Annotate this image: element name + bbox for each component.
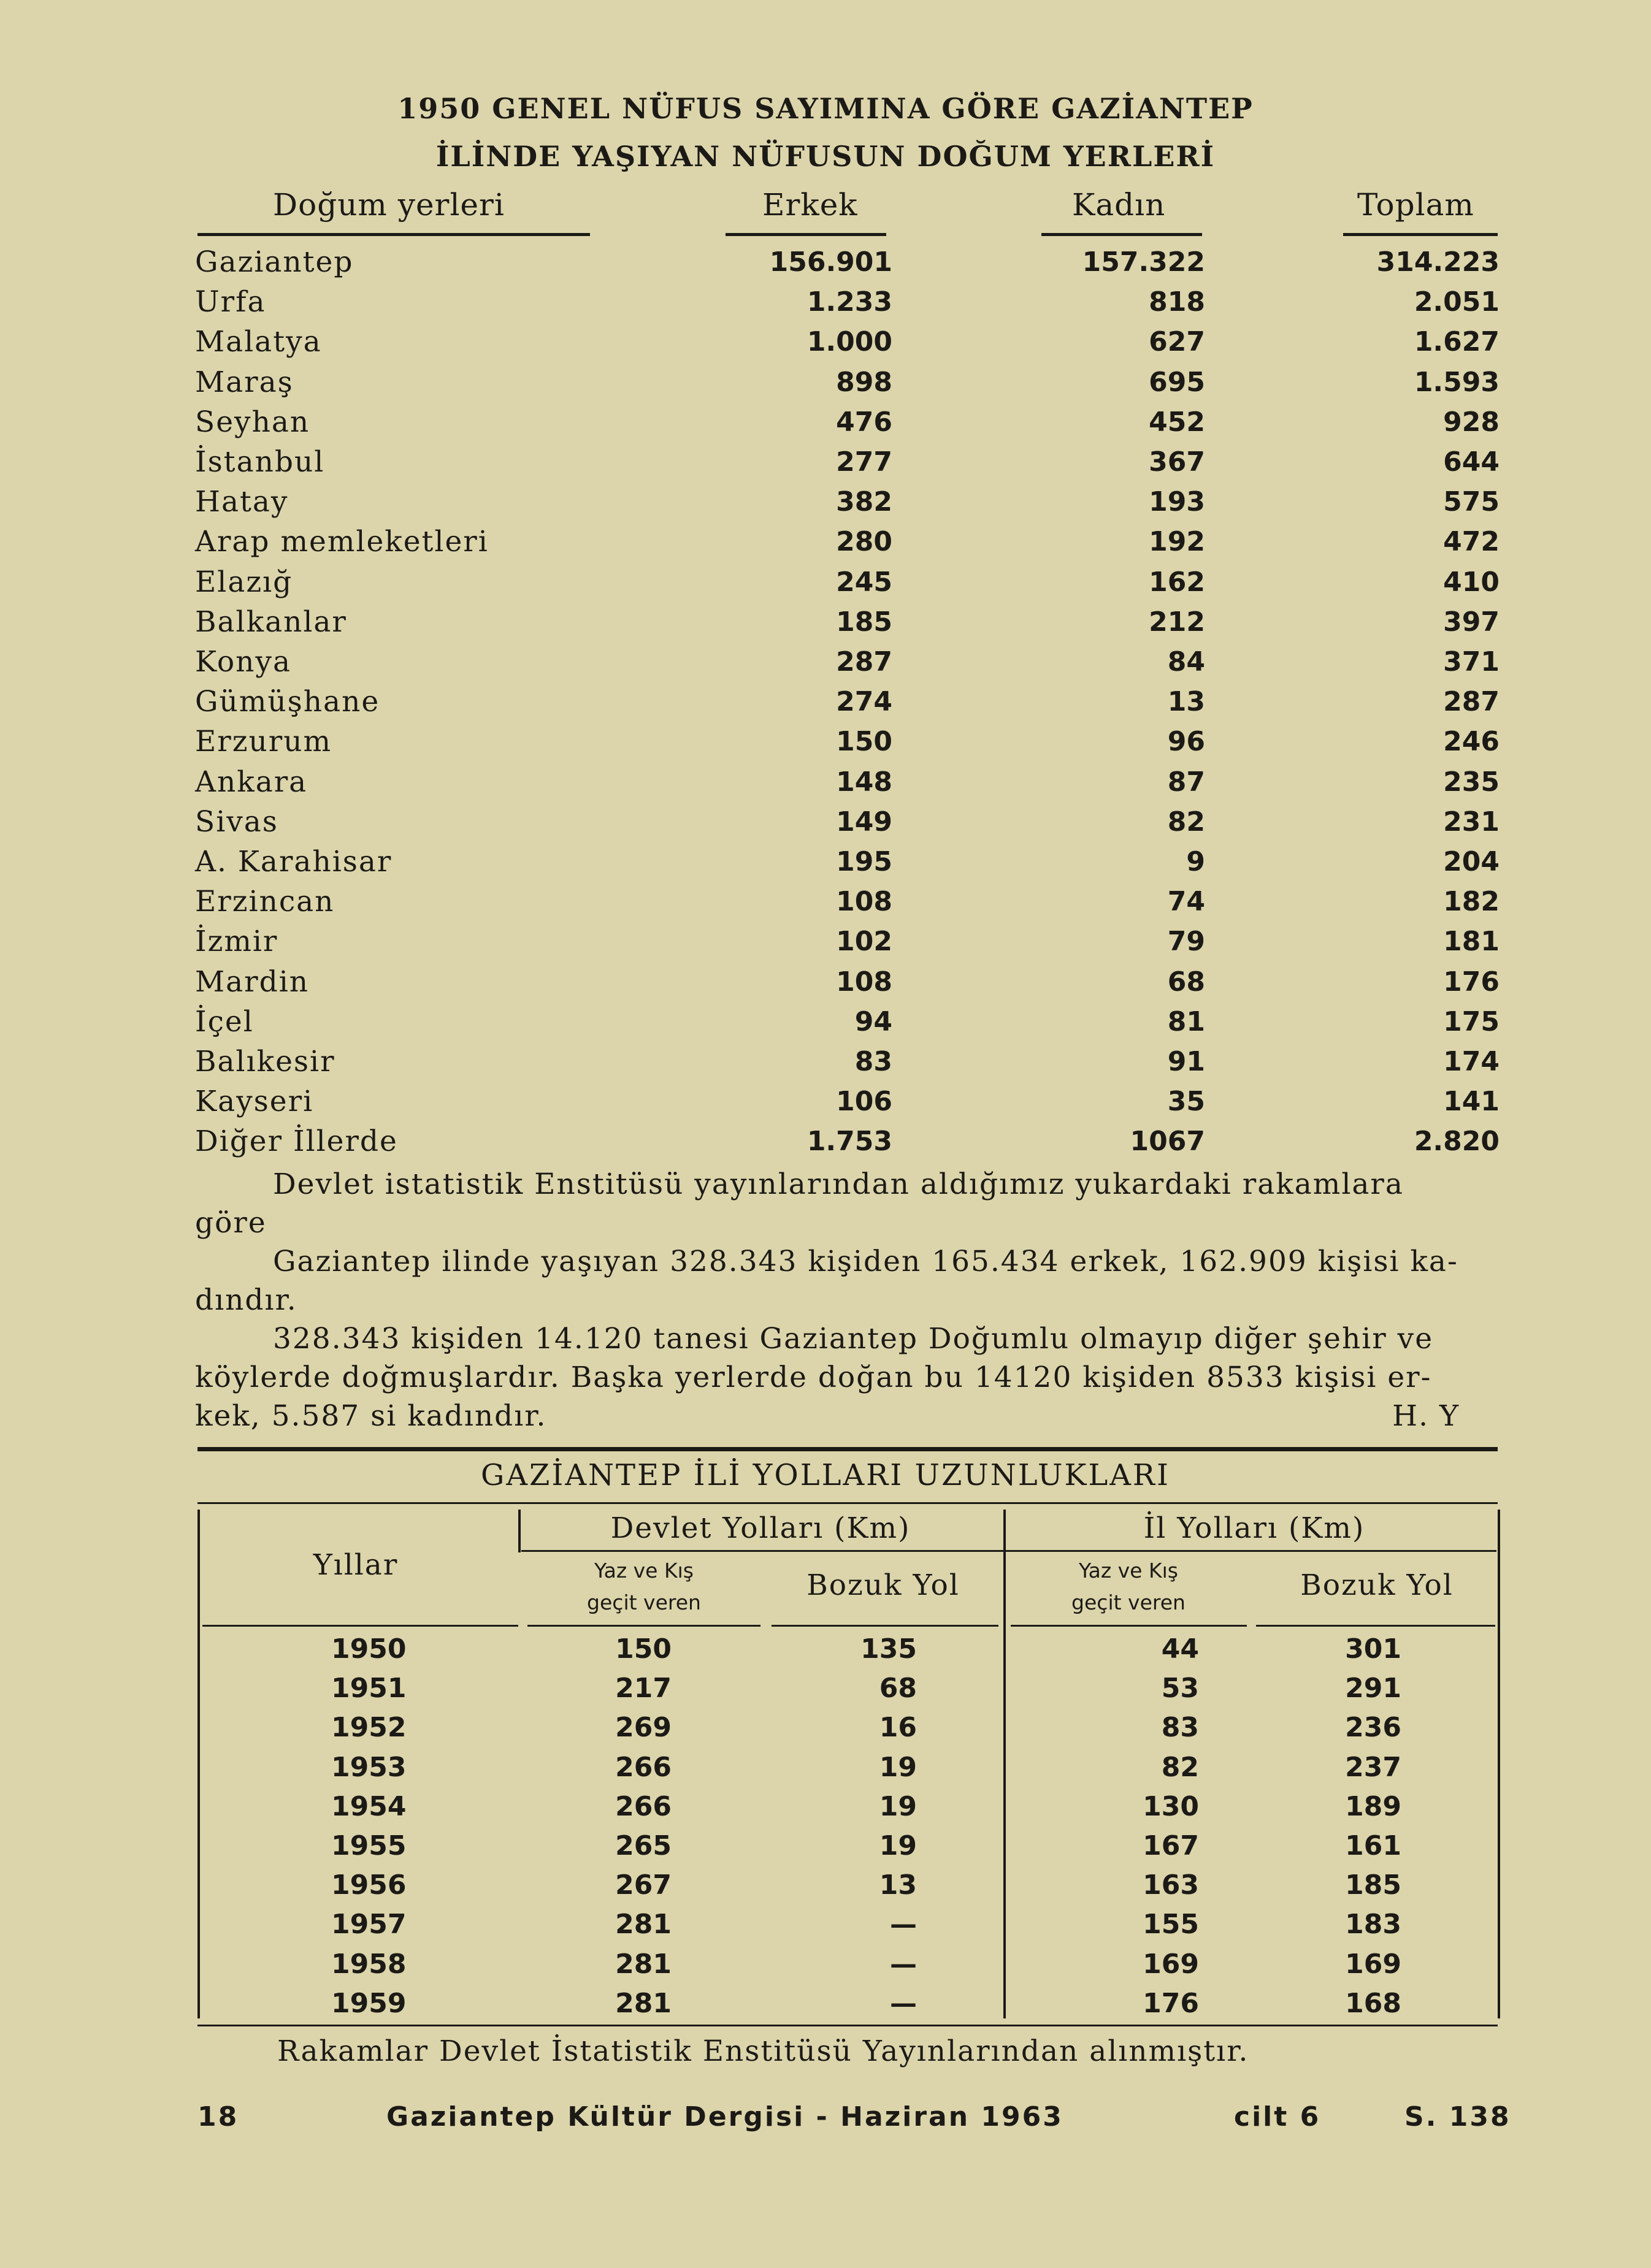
place-name: Erzincan (195, 885, 335, 919)
group-underline (521, 1550, 1496, 1552)
il-yaz-value: 169 (1143, 1948, 1199, 1980)
devlet-bozuk-value: 19 (879, 1751, 917, 1783)
year-cell: 1955 (331, 1830, 407, 1861)
toplam-value: 928 (1443, 406, 1500, 438)
table-row (0, 482, 1651, 522)
table-row (0, 1787, 1651, 1827)
table-row (0, 1708, 1651, 1747)
il-yaz-value: 163 (1143, 1869, 1199, 1901)
table-row (0, 242, 1651, 282)
table-border-bottom (197, 2025, 1498, 2026)
table-row (0, 762, 1651, 802)
table-row (0, 322, 1651, 362)
note-line: köylerde doğmuşlardır. Başka yerlerde doğan bu 14120 kişiden 8533 kişisi er- (195, 1361, 1432, 1394)
table-row (0, 1866, 1651, 1905)
erkek-value: 476 (836, 406, 892, 438)
table-row (0, 842, 1651, 882)
erkek-value: 1.000 (806, 326, 892, 358)
erkek-value: 102 (836, 926, 892, 958)
note-line: kek, 5.587 si kadındır. (195, 1399, 547, 1433)
table-row (0, 1630, 1651, 1669)
toplam-value: 2.051 (1414, 286, 1500, 318)
il-bozuk-value: 169 (1345, 1948, 1401, 1980)
table-row (0, 1669, 1651, 1708)
column-divider (518, 1510, 521, 1552)
issue-number: S. 138 (1404, 2101, 1511, 2132)
devlet-bozuk-value: 135 (860, 1633, 917, 1665)
il-bozuk-value: 189 (1345, 1790, 1401, 1822)
erkek-value: 274 (836, 686, 892, 718)
il-yaz-value: 44 (1161, 1633, 1199, 1665)
erkek-value: 898 (836, 366, 892, 398)
year-cell: 1958 (331, 1948, 407, 1980)
page-number: 18 (197, 2101, 239, 2132)
year-cell: 1952 (331, 1712, 407, 1744)
place-name: Malatya (195, 325, 322, 359)
place-name: Erzurum (195, 725, 332, 759)
il-yaz-value: 155 (1143, 1909, 1199, 1941)
devlet-yaz-value: 150 (615, 1633, 672, 1665)
table-row (0, 1905, 1651, 1944)
subheader-underline (527, 1625, 760, 1627)
devlet-bozuk-value: 19 (879, 1830, 917, 1861)
devlet-yaz-value: 281 (615, 1948, 672, 1980)
toplam-value: 235 (1443, 766, 1500, 798)
kadin-value: 96 (1167, 726, 1205, 758)
toplam-value: 175 (1443, 1006, 1500, 1037)
kadin-value: 192 (1149, 526, 1205, 558)
header-sub-line: geçit veren (1071, 1590, 1186, 1614)
il-bozuk-value: 301 (1345, 1633, 1401, 1665)
devlet-bozuk-value: — (890, 1909, 917, 1941)
toplam-value: 246 (1443, 726, 1500, 758)
erkek-value: 149 (836, 806, 892, 838)
kadin-value: 35 (1167, 1086, 1205, 1118)
table-row (0, 362, 1651, 402)
erkek-value: 277 (836, 446, 892, 478)
devlet-yaz-value: 281 (615, 1987, 672, 2019)
il-bozuk-value: 185 (1345, 1869, 1401, 1901)
devlet-bozuk-value: — (890, 1948, 917, 1980)
devlet-yaz-value: 281 (615, 1909, 672, 1941)
header-dogum-yerleri: Doğum yerleri (273, 187, 505, 223)
toplam-value: 287 (1443, 686, 1500, 718)
header-sub-line: Yaz ve Kış (594, 1559, 694, 1583)
erkek-value: 287 (836, 646, 892, 678)
kadin-value: 84 (1167, 646, 1205, 678)
toplam-value: 174 (1443, 1046, 1500, 1077)
place-name: Mardin (195, 964, 310, 999)
place-name: Urfa (195, 285, 266, 319)
place-name: Balkanlar (195, 605, 347, 639)
il-bozuk-value: 161 (1345, 1830, 1401, 1861)
table-row (0, 1002, 1651, 1042)
year-cell: 1959 (331, 1987, 407, 2019)
year-cell: 1951 (331, 1673, 407, 1705)
erkek-value: 106 (836, 1086, 892, 1118)
kadin-value: 157.322 (1082, 246, 1205, 278)
place-name: Gaziantep (195, 245, 354, 279)
erkek-value: 245 (836, 566, 892, 598)
place-name: Kayseri (195, 1085, 314, 1119)
place-name: Balıkesir (195, 1045, 335, 1079)
table-row (0, 922, 1651, 961)
header-sub-line: Yaz ve Kış (1079, 1559, 1178, 1583)
subheader-underline (202, 1625, 518, 1627)
table-row (0, 282, 1651, 322)
kadin-value: 9 (1186, 846, 1205, 877)
year-cell: 1953 (331, 1751, 407, 1783)
il-bozuk-value: 237 (1345, 1751, 1401, 1783)
il-yaz-value: 83 (1161, 1712, 1199, 1744)
header-underline (726, 233, 886, 236)
erkek-value: 1.233 (806, 286, 892, 318)
table-row (0, 402, 1651, 442)
devlet-yaz-value: 266 (615, 1751, 672, 1783)
il-bozuk-value: 291 (1345, 1673, 1401, 1705)
note-line: Devlet istatistik Enstitüsü yayınlarından aldığımız yukardaki rakamlara (273, 1167, 1404, 1201)
place-name: Sivas (195, 804, 278, 839)
source-note: Rakamlar Devlet İstatistik Enstitüsü Yayınlarından alınmıştır. (277, 2034, 1249, 2068)
subheader-underline (1256, 1625, 1495, 1627)
header-underline (1343, 233, 1498, 236)
volume: cilt 6 (1234, 2101, 1321, 2132)
table-row (0, 1984, 1651, 2023)
note-line: Gaziantep ilinde yaşıyan 328.343 kişiden 165.434 erkek, 162.909 kişisi ka- (273, 1245, 1458, 1278)
kadin-value: 79 (1167, 926, 1205, 958)
devlet-yaz-value: 267 (615, 1869, 672, 1901)
roads-table-title: GAZİANTEP İLİ YOLLARI UZUNLUKLARI (481, 1458, 1170, 1492)
year-cell: 1954 (331, 1790, 407, 1822)
kadin-value: 627 (1149, 326, 1205, 358)
toplam-value: 397 (1443, 606, 1500, 638)
header-yillar: Yıllar (313, 1548, 399, 1582)
erkek-value: 195 (836, 846, 892, 877)
kadin-value: 695 (1149, 366, 1205, 398)
table-row (0, 602, 1651, 642)
subheader-underline (772, 1625, 998, 1627)
place-name: Maraş (195, 365, 294, 399)
header-il-yollari: İl Yolları (Km) (1143, 1511, 1365, 1545)
erkek-value: 108 (836, 886, 892, 918)
erkek-value: 150 (836, 726, 892, 758)
place-name: Arap memleketleri (195, 525, 489, 559)
il-yaz-value: 53 (1161, 1673, 1199, 1705)
toplam-value: 644 (1443, 446, 1500, 478)
table-row (0, 1748, 1651, 1787)
kadin-value: 212 (1149, 606, 1205, 638)
kadin-value: 87 (1167, 766, 1205, 798)
place-name: İçel (195, 1004, 254, 1039)
header-il-yaz-kis (1012, 1555, 1245, 1619)
place-name: Ankara (195, 765, 308, 799)
header-erkek: Erkek (762, 187, 858, 223)
toplam-value: 371 (1443, 646, 1500, 678)
year-cell: 1956 (331, 1869, 407, 1901)
toplam-value: 204 (1443, 846, 1500, 877)
subheader-underline (1011, 1625, 1247, 1627)
devlet-yaz-value: 266 (615, 1790, 672, 1822)
toplam-value: 1.593 (1414, 366, 1500, 398)
table-row (0, 962, 1651, 1002)
header-toplam: Toplam (1357, 187, 1474, 223)
kadin-value: 452 (1149, 406, 1205, 438)
note-line: dındır. (195, 1283, 297, 1317)
table-row (0, 722, 1651, 762)
table-row (0, 1082, 1651, 1121)
toplam-value: 575 (1443, 486, 1500, 518)
header-sub-line: geçit veren (587, 1590, 701, 1614)
toplam-value: 182 (1443, 886, 1500, 918)
place-name: İzmir (195, 925, 278, 959)
table-row (0, 522, 1651, 562)
section-divider (197, 1447, 1498, 1451)
toplam-value: 181 (1443, 926, 1500, 958)
kadin-value: 74 (1167, 886, 1205, 918)
place-name: İstanbul (195, 445, 325, 479)
header-devlet-bozuk-yol: Bozuk Yol (806, 1568, 960, 1602)
note-line: göre (195, 1206, 267, 1240)
page-title-line1: 1950 GENEL NÜFUS SAYIMINA GÖRE GAZİANTEP (397, 92, 1254, 125)
kadin-value: 81 (1167, 1006, 1205, 1037)
il-yaz-value: 130 (1143, 1790, 1199, 1822)
table-row (0, 642, 1651, 682)
place-name: Diğer İllerde (195, 1124, 398, 1159)
erkek-value: 280 (836, 526, 892, 558)
devlet-bozuk-value: — (890, 1987, 917, 2019)
header-devlet-yollari: Devlet Yolları (Km) (610, 1511, 911, 1545)
header-devlet-yaz-kis (527, 1555, 760, 1619)
il-yaz-value: 82 (1161, 1751, 1199, 1783)
journal-name: Gaziantep Kültür Dergisi - Haziran 1963 (386, 2101, 1063, 2132)
header-underline (197, 233, 590, 236)
kadin-value: 818 (1149, 286, 1205, 318)
header-underline (1041, 233, 1202, 236)
devlet-yaz-value: 217 (615, 1673, 672, 1705)
kadin-value: 91 (1167, 1046, 1205, 1077)
signature: H. Y (1392, 1399, 1460, 1433)
kadin-value: 82 (1167, 806, 1205, 838)
toplam-value: 176 (1443, 966, 1500, 998)
place-name: Konya (195, 645, 291, 679)
kadin-value: 68 (1167, 966, 1205, 998)
place-name: Elazığ (195, 565, 293, 599)
erkek-value: 185 (836, 606, 892, 638)
devlet-bozuk-value: 16 (879, 1712, 917, 1744)
table-row (0, 802, 1651, 842)
note-line: 328.343 kişiden 14.120 tanesi Gaziantep Doğumlu olmayıp diğer şehir ve (273, 1322, 1434, 1356)
il-bozuk-value: 183 (1345, 1909, 1401, 1941)
erkek-value: 83 (854, 1046, 892, 1077)
place-name: Seyhan (195, 405, 310, 439)
header-il-bozuk-yol: Bozuk Yol (1300, 1568, 1454, 1602)
table-row (0, 682, 1651, 722)
place-name: Gümüşhane (195, 685, 380, 719)
toplam-value: 410 (1443, 566, 1500, 598)
year-cell: 1957 (331, 1909, 407, 1941)
table-row (0, 1042, 1651, 1082)
toplam-value: 314.223 (1376, 246, 1500, 278)
table-row (0, 562, 1651, 602)
table-border-top (197, 1502, 1498, 1504)
place-name: A. Karahisar (195, 845, 393, 879)
il-yaz-value: 167 (1143, 1830, 1199, 1861)
page-title-line2: İLİNDE YAŞIYAN NÜFUSUN DOĞUM YERLERİ (435, 140, 1216, 173)
table-row (0, 1827, 1651, 1866)
toplam-value: 2.820 (1414, 1126, 1500, 1158)
kadin-value: 162 (1149, 566, 1205, 598)
toplam-value: 1.627 (1414, 326, 1500, 358)
toplam-value: 141 (1443, 1086, 1500, 1118)
year-cell: 1950 (331, 1633, 407, 1665)
kadin-value: 13 (1167, 686, 1205, 718)
devlet-bozuk-value: 68 (879, 1673, 917, 1705)
erkek-value: 382 (836, 486, 892, 518)
table-row (0, 1121, 1651, 1161)
header-kadin: Kadın (1072, 187, 1166, 223)
note-paragraph (195, 1165, 1496, 1435)
kadin-value: 193 (1149, 486, 1205, 518)
kadin-value: 1067 (1130, 1126, 1205, 1158)
il-yaz-value: 176 (1143, 1987, 1199, 2019)
il-bozuk-value: 168 (1345, 1987, 1401, 2019)
devlet-yaz-value: 265 (615, 1830, 672, 1861)
toplam-value: 231 (1443, 806, 1500, 838)
toplam-value: 472 (1443, 526, 1500, 558)
erkek-value: 108 (836, 966, 892, 998)
erkek-value: 94 (854, 1006, 892, 1037)
table-row (0, 442, 1651, 482)
il-bozuk-value: 236 (1345, 1712, 1401, 1744)
erkek-value: 1.753 (806, 1126, 892, 1158)
devlet-bozuk-value: 19 (879, 1790, 917, 1822)
devlet-yaz-value: 269 (615, 1712, 672, 1744)
erkek-value: 156.901 (769, 246, 892, 278)
erkek-value: 148 (836, 766, 892, 798)
table-row (0, 882, 1651, 922)
table-row (0, 1945, 1651, 1984)
kadin-value: 367 (1149, 446, 1205, 478)
place-name: Hatay (195, 485, 289, 519)
devlet-bozuk-value: 13 (879, 1869, 917, 1901)
